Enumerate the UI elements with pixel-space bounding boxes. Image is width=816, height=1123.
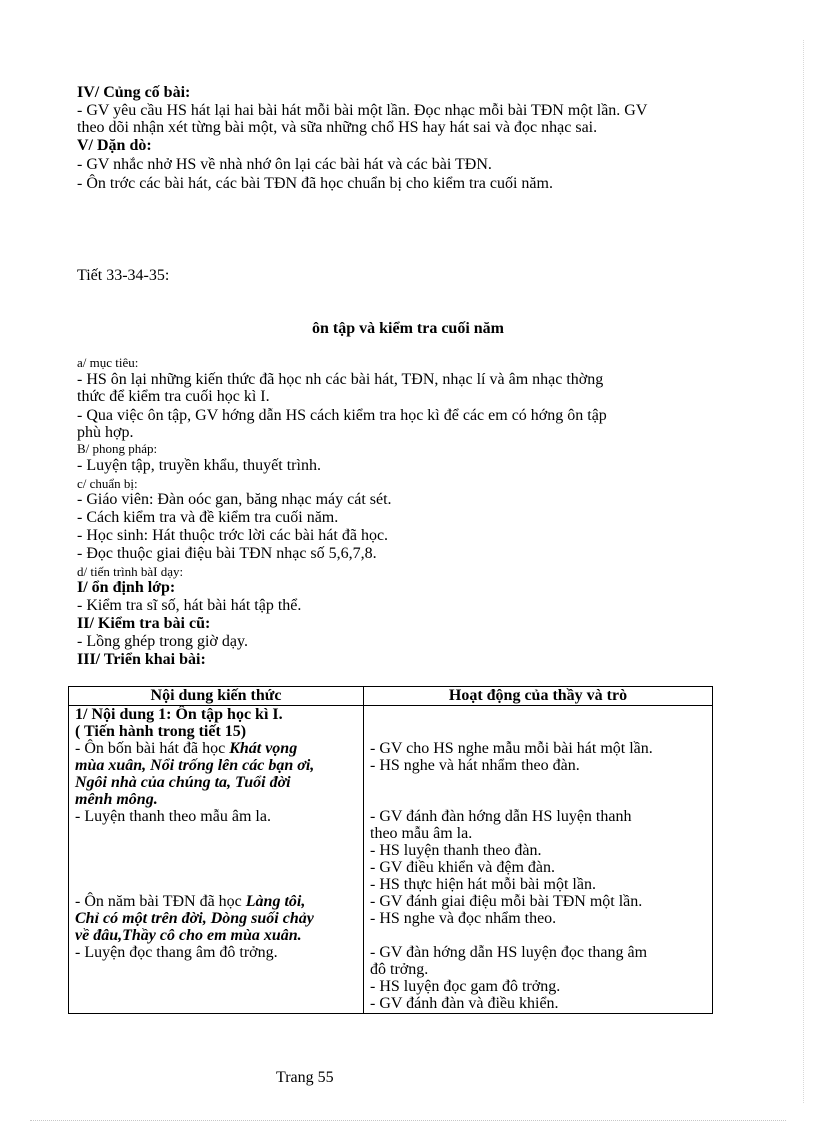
songs-review-line-3: Ngôi nhà của chúng ta, Tuổi đời	[75, 774, 291, 791]
review-heading: II/ Kiểm tra bài cũ:	[77, 615, 211, 632]
prep-line-3: - Học sinh: Hát thuộc trớc lời các bài hát đã học.	[77, 527, 389, 544]
tdn-review-line-2: Chỉ có một trên đời, Dòng suối chảy	[75, 910, 314, 927]
objectives-line-4: phù hợp.	[77, 424, 134, 441]
page-number: Trang 55	[276, 1069, 334, 1086]
vocal-warmup: - Luyện thanh theo mẫu âm la.	[75, 808, 271, 825]
tdn-review-prefix: - Ôn năm bài TĐN đã học	[75, 893, 246, 910]
activity-3b: theo mẫu âm la.	[370, 825, 473, 842]
section-5-line-1: - GV nhắc nhở HS về nhà nhớ ôn lại các bài hát và các bài TĐN.	[77, 156, 492, 173]
prep-heading: c/ chuẩn bị:	[77, 476, 138, 491]
content-1-subtitle: ( Tiến hành trong tiết 15)	[75, 723, 247, 740]
activity-11: - GV đánh đàn và điều khiển.	[370, 995, 559, 1012]
methods-line-1: - Luyện tập, truyền khẩu, thuyết trình.	[77, 457, 321, 474]
content-1-title: 1/ Nội dung 1: Ôn tập học kì I.	[75, 706, 283, 723]
activity-6: - HS thực hiện hát mỗi bài một lần.	[370, 876, 596, 893]
section-4-line-2: theo dõi nhận xét từng bài một, và sữa những chổ HS hay hát sai và đọc nhạc sai.	[77, 119, 598, 136]
activity-4: - HS luyện thanh theo đàn.	[370, 842, 542, 859]
activity-8: - HS nghe và đọc nhẩm theo.	[370, 910, 557, 927]
objectives-line-2: thức để kiểm tra cuối học kì I.	[77, 388, 270, 405]
objectives-line-1: - HS ôn lại những kiến thức đã học nh các bài hát, TĐN, nhạc lí và âm nhạc thờng	[77, 371, 604, 388]
stabilize-heading: I/ ổn định lớp:	[77, 579, 176, 596]
table-row	[69, 706, 713, 1014]
objectives-heading: a/ mục tiêu:	[77, 355, 139, 370]
prep-line-4: - Đọc thuộc giai điệu bài TĐN nhạc số 5,6,7,8.	[77, 545, 377, 562]
table-header-row	[69, 687, 713, 706]
prep-line-2: - Cách kiểm tra và đề kiểm tra cuối năm.	[77, 509, 339, 526]
spacer	[370, 774, 706, 808]
section-5-line-2: - Ôn trớc các bài hát, các bài TĐN đã học chuẩn bị cho kiểm tra cuối năm.	[77, 175, 553, 192]
column-header-activities: Hoạt động của thầy và trò	[364, 687, 713, 706]
section-5-heading: V/ Dặn dò:	[77, 137, 152, 154]
activity-5: - GV điều khiển và đệm đàn.	[370, 859, 555, 876]
song-title-1: Khát vọng	[229, 740, 298, 757]
scale-reading: - Luyện đọc thang âm đô trởng.	[75, 944, 278, 961]
activities-cell	[364, 706, 713, 1014]
activity-1: - GV cho HS nghe mẫu mỗi bài hát một lần.	[370, 740, 653, 757]
lesson-table	[68, 686, 713, 1014]
review-line-1: - Lồng ghép trong giờ dạy.	[77, 633, 248, 650]
lesson-title: ôn tập và kiểm tra cuối năm	[312, 320, 504, 337]
tdn-review-line-1	[75, 893, 357, 910]
lesson-number: Tiết 33-34-35:	[77, 267, 170, 284]
songs-review-line-4: mênh mông.	[75, 791, 158, 808]
right-dotted-rule	[803, 40, 804, 1103]
methods-heading: B/ phong pháp:	[77, 441, 158, 456]
spacer	[370, 706, 706, 740]
lesson-body-heading: III/ Triển khai bài:	[77, 651, 206, 668]
stabilize-line-1: - Kiểm tra sĩ số, hát bài hát tập thể.	[77, 597, 302, 614]
activity-10: - HS luyện đọc gam đô trởng.	[370, 978, 561, 995]
songs-review-line-1	[75, 740, 357, 757]
content-cell	[69, 706, 364, 1014]
tdn-review-line-3: về đâu,Thầy cô cho em mùa xuân.	[75, 927, 302, 944]
objectives-line-3: - Qua việc ôn tập, GV hớng dẫn HS cách kiểm tra học kì để các em có hớng ôn tập	[77, 407, 607, 424]
section-4-line-1: - GV yêu cầu HS hát lại hai bài hát mỗi bài một lần. Đọc nhạc mỗi bài TĐN một lần. GV	[77, 102, 648, 119]
process-heading: d/ tiến trình bàI dạy:	[77, 564, 184, 579]
activity-9: - GV đàn hớng dẫn HS luyện đọc thang âm	[370, 944, 648, 961]
section-4-heading: IV/ Củng cố bài:	[77, 84, 191, 101]
activity-7: - GV đánh giai điệu mỗi bài TĐN một lần.	[370, 893, 643, 910]
spacer	[370, 927, 706, 944]
activity-3: - GV đánh đàn hớng dẫn HS luyện thanh	[370, 808, 632, 825]
bottom-dotted-rule	[30, 1120, 786, 1121]
tdn-title-1: Làng tôi,	[245, 893, 306, 910]
songs-review-prefix: - Ôn bốn bài hát đã học	[75, 740, 230, 757]
spacer	[75, 961, 357, 1013]
spacer	[75, 825, 357, 893]
prep-line-1: - Giáo viên: Đàn oóc gan, băng nhạc máy cát sét.	[77, 491, 392, 508]
activity-2: - HS nghe và hát nhẩm theo đàn.	[370, 757, 580, 774]
activity-9b: đô trởng.	[370, 961, 429, 978]
songs-review-line-2: mùa xuân, Nổi trống lên các bạn ơi,	[75, 757, 315, 774]
column-header-content: Nội dung kiến thức	[69, 687, 364, 706]
